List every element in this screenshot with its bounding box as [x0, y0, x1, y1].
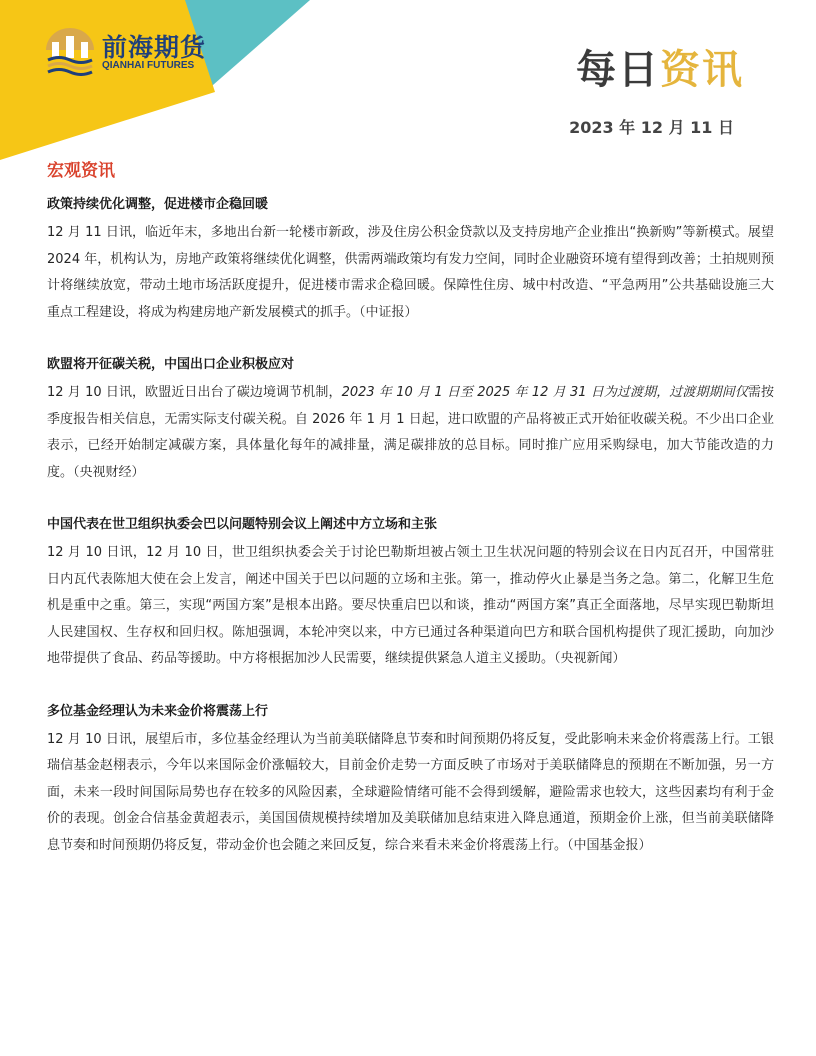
report-date: 2023 年 12 月 11 日	[569, 118, 734, 137]
article-item	[47, 194, 774, 326]
article-headline: 中国代表在世卫组织执委会巴以问题特别会议上阐述中方立场和主张	[47, 517, 438, 532]
banner-yellow-shape	[0, 0, 215, 160]
article-body	[47, 380, 774, 486]
section-title: 宏观资讯	[47, 161, 115, 181]
article-body-suffix: 需按季度报告相关信息，无需实际支付碳关税。自 2026 年 1 月 1 日起，进口欧盟的产品将被正式开始征收碳关税。不少出口企业表示，已经开始制定减碳方案，具体量化每年的减排量，满足碳排放的总目标。同时推广应用采购绿电，加大节能改造的力度。（央视财经）	[47, 385, 774, 480]
article-body: 12 月 10 日讯，12 月 10 日，世卫组织执委会关于讨论巴勒斯坦被占领土卫生状况问题的特别会议在日内瓦召开，中国常驻日内瓦代表陈旭大使在会上发言，阐述中国关于巴以问题的立场和主张。第一，推动停火止暴是当务之急。第二，化解卫生危机是重中之重。第三，实现“两国方案”是根本出路。要尽快重启巴以和谈，推动“两国方案”真正全面落地，尽早实现巴勒斯坦人民建国权、生存权和回归权。陈旭强调，本轮冲突以来，中方已通过各种渠道向巴方和联合国机构提供了现汇援助，向加沙地带提供了食品、药品等援助。中方将根据加沙人民需要，继续提供紧急人道主义援助。（央视新闻）	[47, 545, 774, 666]
logo-text-cn: 前海期货	[102, 33, 207, 62]
logo-text-en: QIANHAI FUTURES	[102, 60, 195, 71]
logo-emblem-icon	[44, 26, 96, 76]
article-body-italic: 2023 年 10 月 1 日至 2025 年 12 月 31 日为过渡期，过渡期期间仅	[341, 385, 748, 400]
article-item	[47, 701, 774, 860]
main-content	[47, 160, 774, 887]
article-body: 12 月 11 日讯，临近年末，多地出台新一轮楼市新政，涉及住房公积金贷款以及支持房地产企业推出“换新购”等新模式。展望 2024 年，机构认为，房地产政策将继续优化调整，供需两端政策均有发力空间，同时企业融资环境有望得到改善；土拍规则预计将继续放宽，带动土地市场活跃度提升，促进楼市需求企稳回暖。保障性住房、城中村改造、“平急两用”公共基础设施三大重点工程建设，将成为构建房地产新发展模式的抓手。（中证报）	[47, 225, 774, 320]
article-item	[47, 354, 774, 486]
article-item	[47, 514, 774, 673]
page-title-part2: 资讯	[660, 47, 744, 93]
article-body-prefix: 12 月 10 日讯，欧盟近日出台了碳边境调节机制，	[47, 385, 342, 400]
article-headline: 欧盟将开征碳关税，中国出口企业积极应对	[47, 357, 295, 372]
page-title	[576, 47, 744, 93]
page-title-part1: 每日	[576, 47, 660, 93]
company-logo	[44, 26, 244, 76]
article-headline: 多位基金经理认为未来金价将震荡上行	[47, 703, 269, 719]
article-body: 12 月 10 日讯，展望后市，多位基金经理认为当前美联储降息节奏和时间预期仍将反复，受此影响未来金价将震荡上行。工银瑞信基金赵栩表示，今年以来国际金价涨幅较大，目前金价走势一方面反映了市场对于美联储降息的预期在不断加强，另一方面，未来一段时间国际局势也存在较多的风险因素，全球避险情绪可能不会得到缓解，避险需求也较大，这些因素均有利于金价的表现。创金合信基金黄超表示，美国国债规模持续增加及美联储加息结束进入降息通道，预期金价上涨，但当前美联储降息节奏和时间预期仍将反复，带动金价也会随之来回反复，综合来看未来金价将震荡上行。（中国基金报）	[47, 731, 774, 853]
article-headline: 政策持续优化调整，促进楼市企稳回暖	[47, 197, 269, 212]
